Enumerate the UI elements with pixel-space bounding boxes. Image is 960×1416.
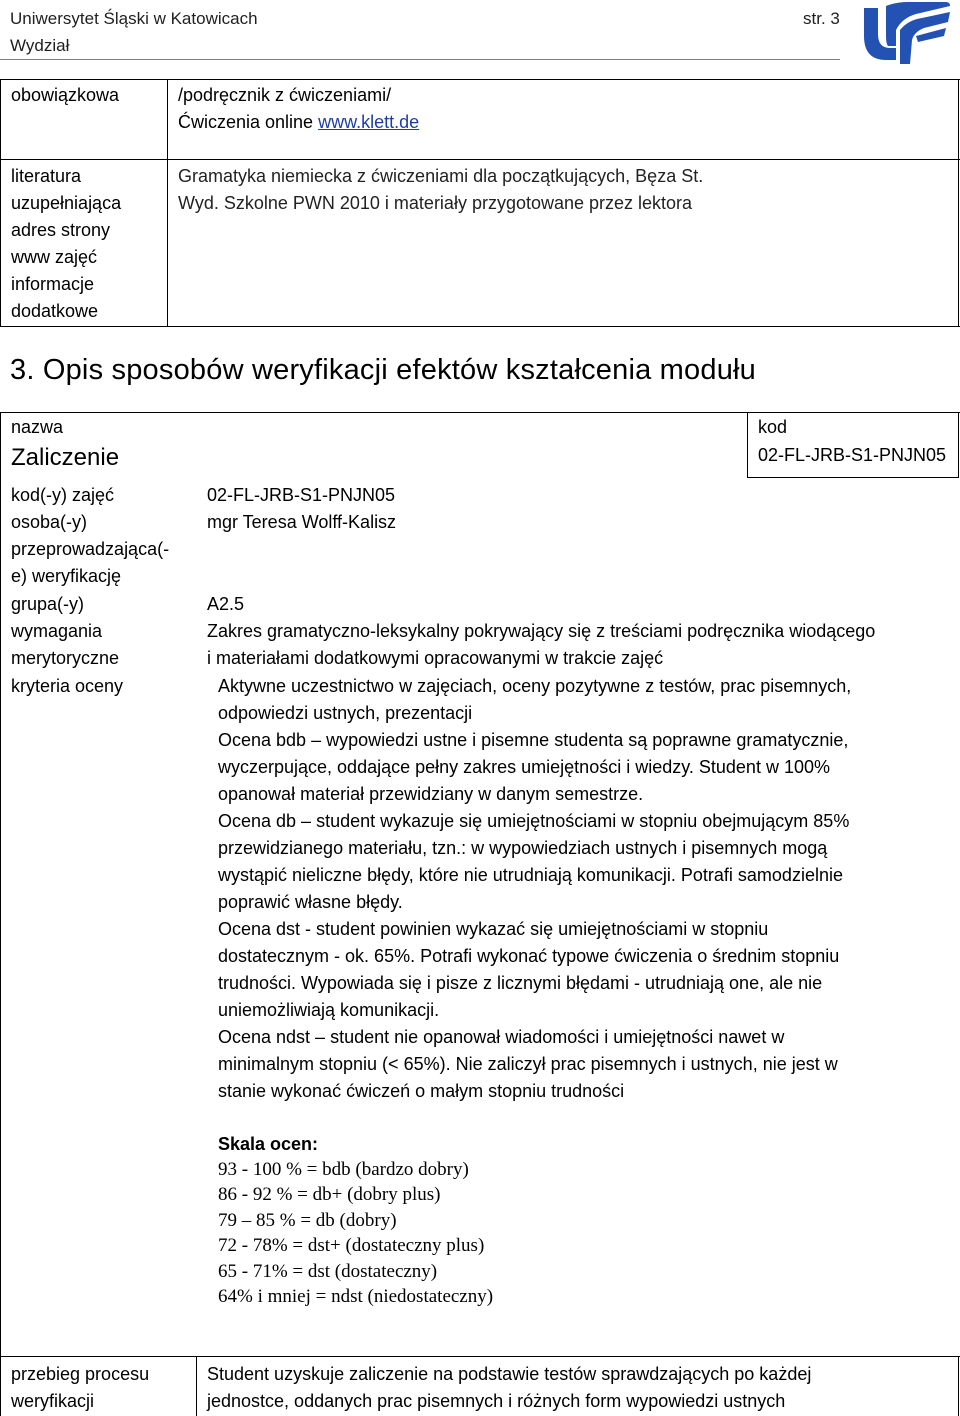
table-border: [958, 1356, 959, 1416]
osoba-label-line: osoba(-y): [11, 512, 88, 532]
kryteria-label: kryteria oceny: [11, 676, 124, 696]
university-header: [10, 5, 258, 59]
kod-zajec-value: 02-FL-JRB-S1-PNJN05: [207, 485, 396, 505]
obowiazkowa-value-line: /podręcznik z ćwiczeniami/: [178, 85, 392, 105]
literatura-labels: [11, 163, 121, 325]
kryteria-line: stanie wykonać ćwiczeń o małym stopniu trudności: [218, 1081, 625, 1101]
nazwa-value: Zaliczenie: [11, 444, 120, 471]
skala-title: Skala ocen:: [218, 1134, 319, 1154]
wymagania-value: [207, 618, 875, 672]
klett-link[interactable]: www.klett.de: [318, 112, 420, 132]
grupa-value: A2.5: [207, 594, 245, 614]
header-divider: [0, 59, 840, 60]
wymagania-label-line: wymagania: [11, 621, 103, 641]
skala-line: 86 - 92 % = db+ (dobry plus): [218, 1184, 441, 1206]
table-border: [0, 79, 1, 327]
skala-line: 93 - 100 % = bdb (bardzo dobry): [218, 1159, 469, 1180]
kryteria-line: minimalnym stopniu (< 65%). Nie zaliczył prac pisemnych i ustnych, nie jest w: [218, 1054, 838, 1074]
kryteria-line: przewidzianego materiału, tzn.: w wypowiedziach ustnych i pisemnych mogą: [218, 838, 828, 858]
table-border: [747, 412, 748, 478]
wymagania-label-line: merytoryczne: [11, 648, 120, 668]
przebieg-line: jednostce, oddanych prac pisemnych i różnych form wypowiedzi ustnych: [207, 1391, 786, 1411]
row-label: dodatkowe: [11, 301, 99, 321]
kryteria-line: opanował materiał przewidziany w danym semestrze.: [218, 784, 644, 804]
row-label: informacje: [11, 274, 95, 294]
skala-line: 64% i mniej = ndst (niedostateczny): [218, 1286, 494, 1308]
przebieg-line: Student uzyskuje zaliczenie na podstawie testów sprawdzających po każdej: [207, 1364, 812, 1384]
table-border: [0, 412, 1, 1416]
table-border: [0, 1356, 960, 1357]
literatura-value: [178, 163, 703, 217]
page-number: str. 3: [803, 9, 840, 28]
kod-label: kod: [758, 417, 788, 437]
table-border: [0, 159, 960, 160]
kod-zajec-label: kod(-y) zajęć: [11, 485, 115, 505]
table-border: [0, 326, 960, 327]
przebieg-label-line: przebieg procesu: [11, 1364, 150, 1384]
wymagania-line: Zakres gramatyczno-leksykalny pokrywający się z treściami podręcznika wiodącego: [207, 621, 876, 641]
online-exercises-text: Ćwiczenia online: [178, 112, 319, 132]
university-logo-icon: [856, 0, 952, 66]
kryteria-line: Ocena ndst – student nie opanował wiadomości i umiejętności nawet w: [218, 1027, 785, 1047]
literatura-line: Wyd. Szkolne PWN 2010 i materiały przygotowane przez lektora: [178, 193, 693, 213]
obowiazkowa-label: obowiązkowa: [11, 85, 120, 105]
kryteria-line: uniemożliwiają komunikacji.: [218, 1000, 440, 1020]
osoba-labels: [11, 509, 169, 590]
kryteria-line: wyczerpujące, oddające pełny zakres umiejętności i wiedzy. Student w 100%: [218, 757, 830, 777]
obowiazkowa-value-line: [178, 109, 419, 136]
faculty-name: Wydział: [10, 36, 70, 55]
osoba-value: mgr Teresa Wolff-Kalisz: [207, 512, 397, 532]
wymagania-line: i materiałami dodatkowymi opracowanymi w trakcie zajęć: [207, 648, 664, 668]
kod-value: 02-FL-JRB-S1-PNJN05: [758, 445, 947, 465]
skala-line: 79 – 85 % = db (dobry): [218, 1209, 397, 1231]
kryteria-line: Ocena bdb – wypowiedzi ustne i pisemne studenta są poprawne gramatycznie,: [218, 730, 849, 750]
kryteria-line: trudności. Wypowiada się i pisze z licznymi błędami - utrudniają one, ale nie: [218, 973, 823, 993]
obowiazkowa-value: [178, 82, 419, 136]
table-border: [196, 1356, 197, 1416]
skala-line: 72 - 78% = dst+ (dostateczny plus): [218, 1235, 485, 1257]
grupa-label: grupa(-y): [11, 594, 85, 614]
kryteria-value: [218, 673, 851, 1105]
section-title: 3. Opis sposobów weryfikacji efektów kształcenia modułu: [10, 354, 756, 386]
osoba-label-line: e) weryfikację: [11, 566, 122, 586]
table-border: [0, 79, 960, 80]
kryteria-line: odpowiedzi ustnych, prezentacji: [218, 703, 473, 723]
literatura-line: Gramatyka niemiecka z ćwiczeniami dla początkujących, Bęza St.: [178, 166, 704, 186]
row-label: adres strony: [11, 220, 111, 240]
kryteria-line: Ocena db – student wykazuje się umiejętnościami w stopniu obejmującym 85%: [218, 811, 850, 831]
table-border: [747, 477, 959, 478]
row-label: literatura: [11, 166, 82, 186]
przebieg-value: [207, 1361, 811, 1415]
kryteria-line: Aktywne uczestnictwo w zajęciach, oceny pozytywne z testów, prac pisemnych,: [218, 676, 852, 696]
table-border: [0, 412, 960, 413]
kryteria-line: wystąpić nieliczne błędy, które nie utrudniają komunikacji. Potrafi samodzielnie: [218, 865, 843, 885]
skala-line: 65 - 71% = dst (dostateczny): [218, 1260, 438, 1282]
skala-list: [218, 1157, 493, 1309]
table-border: [958, 79, 959, 327]
university-name: Uniwersytet Śląski w Katowicach: [10, 9, 258, 28]
wymagania-labels: [11, 618, 119, 672]
kryteria-line: Ocena dst - student powinien wykazać się umiejętnościami w stopniu: [218, 919, 769, 939]
przebieg-labels: [11, 1361, 149, 1415]
row-label: www zajęć: [11, 247, 98, 267]
kryteria-line: dostatecznym - ok. 65%. Potrafi wykonać typowe ćwiczenia o średnim stopniu: [218, 946, 840, 966]
table-border: [958, 412, 959, 478]
przebieg-label-line: weryfikacji: [11, 1391, 95, 1411]
kryteria-line: poprawić własne błędy.: [218, 892, 403, 912]
osoba-label-line: przeprowadzająca(-: [11, 539, 170, 559]
nazwa-label: nazwa: [11, 417, 64, 437]
row-label: uzupełniająca: [11, 193, 122, 213]
table-border: [167, 79, 168, 327]
